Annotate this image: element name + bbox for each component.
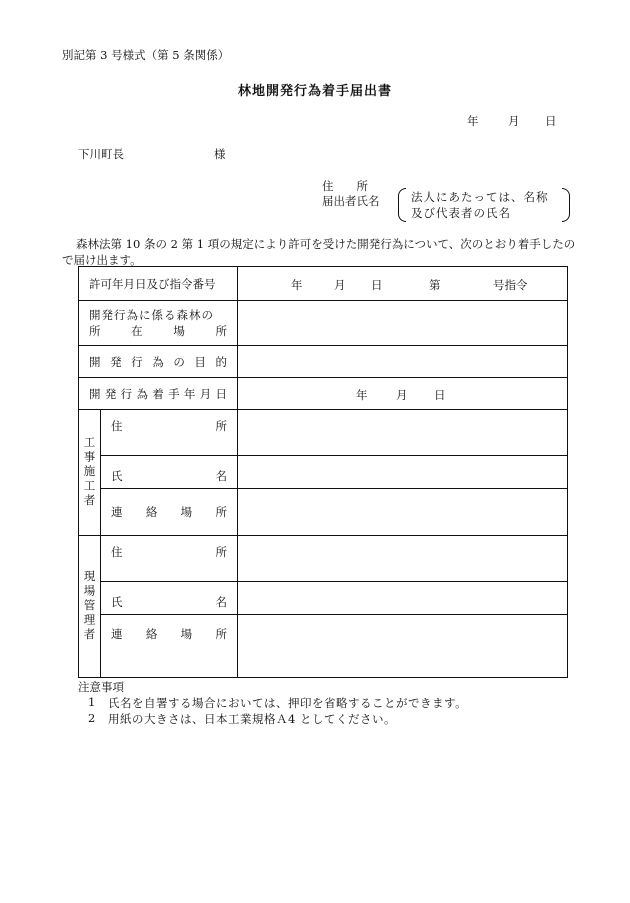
manager-group-cell — [79, 536, 101, 678]
start-day: 日 — [434, 388, 446, 402]
contractor-contact-label: 連 絡 場 所 — [111, 505, 227, 519]
row-location — [79, 301, 568, 346]
location-label-line1: 開発行為に係る森林の — [89, 308, 214, 322]
row-manager-address — [79, 536, 568, 582]
permit-month: 月 — [334, 278, 346, 292]
location-value-cell — [238, 301, 568, 346]
row-start-date — [79, 378, 568, 410]
date-month: 月 — [508, 114, 520, 128]
row-permit — [79, 267, 568, 301]
start-month: 月 — [396, 388, 408, 402]
permit-day: 日 — [371, 278, 383, 292]
contractor-address-label: 住 所 — [111, 418, 227, 433]
start-label-cell — [79, 378, 238, 410]
permit-value-cell — [238, 267, 568, 301]
contractor-contact-value — [238, 489, 568, 536]
row-contractor-name — [79, 456, 568, 489]
contractor-name-value — [238, 456, 568, 489]
manager-contact-value — [238, 615, 568, 678]
row-manager-contact — [79, 615, 568, 678]
note-2-text: 用紙の大きさは、日本工業規格Ａ4 としてください。 — [108, 712, 396, 726]
date-day: 日 — [545, 114, 557, 128]
permit-label: 許可年月日及び指令番号 — [89, 276, 216, 291]
permit-no: 第 — [429, 278, 441, 292]
applicant-address-label: 住 所 — [322, 179, 368, 193]
manager-name-label: 氏 名 — [111, 595, 227, 609]
start-year: 年 — [356, 388, 368, 402]
manager-contact-label-cell — [101, 615, 238, 678]
honorific: 様 — [214, 147, 226, 161]
manager-name-label-cell — [101, 582, 238, 615]
contractor-group-cell — [79, 410, 101, 536]
location-label-cell — [79, 301, 238, 346]
contractor-address-value — [238, 410, 568, 456]
date-year: 年 — [467, 114, 479, 128]
note-1-text: 氏名を自署する場合においては、押印を省略することができます。 — [108, 696, 468, 710]
purpose-label: 開 発 行 為 の 目 的 — [89, 354, 227, 369]
manager-address-value — [238, 536, 568, 582]
manager-group-label: 現場管理者 — [82, 570, 97, 643]
note-1-number: 1 — [88, 695, 96, 709]
applicant-note-line1: 法人にあたっては、名称 — [411, 190, 549, 204]
manager-address-label: 住 所 — [111, 544, 227, 559]
applicant-name-label: 届出者氏名 — [322, 194, 380, 208]
applicant-note-line2: 及び代表者の氏名 — [411, 206, 511, 220]
manager-address-label-cell — [101, 536, 238, 582]
document-title: 林地開発行為着手届出書 — [237, 84, 392, 99]
manager-contact-label: 連 絡 場 所 — [111, 627, 227, 641]
location-label-line2: 所 在 場 所 — [89, 324, 227, 338]
contractor-contact-label-cell — [101, 489, 238, 536]
start-value-cell — [238, 378, 568, 410]
right-bracket — [562, 188, 570, 222]
contractor-name-label: 氏 名 — [111, 469, 227, 483]
left-bracket — [398, 188, 406, 222]
contractor-name-label-cell — [101, 456, 238, 489]
permit-label-cell — [79, 267, 238, 301]
row-contractor-contact — [79, 489, 568, 536]
purpose-label-cell — [79, 346, 238, 378]
statement: 森林法第 10 条の 2 第 1 項の規定により許可を受けた開発行為について、次のとおり着手したので届け出ます。 — [62, 237, 576, 267]
note-2-number: 2 — [88, 711, 96, 725]
row-purpose — [79, 346, 568, 378]
row-manager-name — [79, 582, 568, 615]
notes-heading: 注意事項 — [78, 680, 124, 694]
manager-name-value — [238, 582, 568, 615]
start-label: 開 発 行 為 着 手 年 月 日 — [89, 386, 227, 401]
contractor-address-label-cell — [101, 410, 238, 456]
permit-directive: 号指令 — [493, 278, 528, 292]
notification-table — [78, 266, 568, 678]
form-number: 別記第 3 号様式（第 5 条関係） — [62, 48, 230, 62]
contractor-group-label: 工事施工者 — [82, 436, 97, 509]
permit-year: 年 — [291, 278, 303, 292]
addressee: 下川町長 — [78, 147, 124, 161]
purpose-value-cell — [238, 346, 568, 378]
row-contractor-address — [79, 410, 568, 456]
